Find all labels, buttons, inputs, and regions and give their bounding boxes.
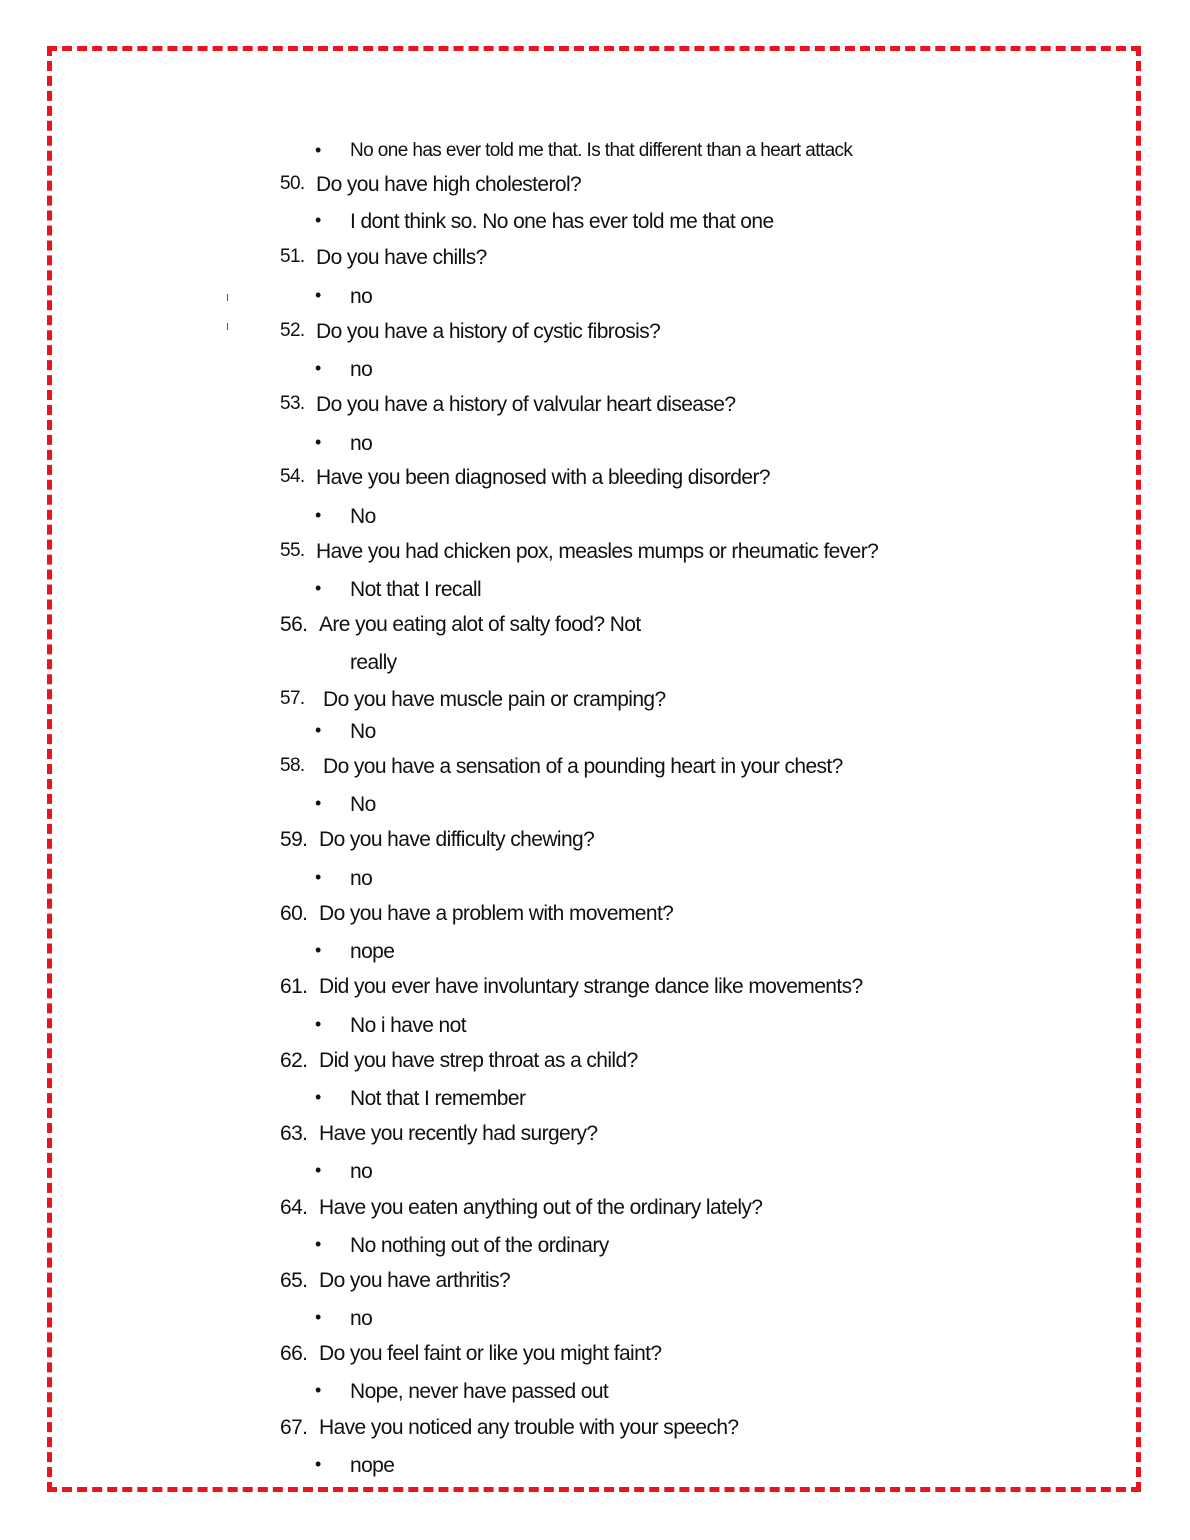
question-number: 62. bbox=[280, 1049, 308, 1072]
bullet-icon: • bbox=[315, 285, 321, 305]
answer-text: No bbox=[350, 720, 376, 743]
answer-text: Not that I remember bbox=[350, 1087, 526, 1110]
question-text: Did you ever have involuntary strange dance like movements? bbox=[319, 975, 863, 998]
question-text: Do you have a history of valvular heart disease? bbox=[316, 393, 736, 416]
question-number: 50. bbox=[280, 173, 305, 194]
question-text: Do you have muscle pain or cramping? bbox=[323, 688, 666, 711]
question-number: 54. bbox=[280, 466, 305, 487]
question-text: Do you have a history of cystic fibrosis? bbox=[316, 320, 661, 343]
bullet-icon: • bbox=[315, 1087, 321, 1107]
margin-mark bbox=[227, 323, 228, 330]
bullet-icon: • bbox=[315, 1234, 321, 1254]
bullet-icon: • bbox=[315, 210, 321, 230]
answer-text: No nothing out of the ordinary bbox=[350, 1234, 609, 1257]
question-text: Do you feel faint or like you might faint? bbox=[319, 1342, 662, 1365]
question-text: Did you have strep throat as a child? bbox=[319, 1049, 638, 1072]
answer-text: no bbox=[350, 867, 373, 890]
question-text: Do you have a sensation of a pounding heart in your chest? bbox=[323, 755, 843, 778]
bullet-icon: • bbox=[315, 578, 321, 598]
answer-text: Nope, never have passed out bbox=[350, 1380, 609, 1403]
question-number: 52. bbox=[280, 320, 305, 341]
question-number: 59. bbox=[280, 828, 308, 851]
bullet-icon: • bbox=[315, 720, 321, 740]
question-text: Do you have a problem with movement? bbox=[319, 902, 674, 925]
question-text: Do you have chills? bbox=[316, 246, 487, 269]
question-number: 66. bbox=[280, 1342, 308, 1365]
answer-text: no bbox=[350, 1160, 373, 1183]
bullet-icon: • bbox=[315, 793, 321, 813]
answer-text: No i have not bbox=[350, 1014, 466, 1037]
question-number: 56. bbox=[280, 613, 308, 636]
question-number: 64. bbox=[280, 1196, 308, 1219]
question-number: 51. bbox=[280, 246, 305, 267]
question-number: 53. bbox=[280, 393, 305, 414]
question-text: Do you have high cholesterol? bbox=[316, 173, 582, 196]
answer-text: no bbox=[350, 358, 373, 381]
question-number: 55. bbox=[280, 540, 305, 561]
question-number: 57. bbox=[280, 688, 305, 709]
question-number: 65. bbox=[280, 1269, 308, 1292]
question-text: Do you have arthritis? bbox=[319, 1269, 511, 1292]
bullet-icon: • bbox=[315, 1380, 321, 1400]
question-text: Are you eating alot of salty food? Not bbox=[319, 613, 641, 636]
bullet-icon: • bbox=[315, 940, 321, 960]
question-number: 63. bbox=[280, 1122, 308, 1145]
question-text: Have you recently had surgery? bbox=[319, 1122, 598, 1145]
answer-text: I dont think so. No one has ever told me that one bbox=[350, 210, 774, 233]
question-number: 61. bbox=[280, 975, 308, 998]
question-text: Have you eaten anything out of the ordinary lately? bbox=[319, 1196, 763, 1219]
question-number: 60. bbox=[280, 902, 308, 925]
bullet-icon: • bbox=[315, 432, 321, 452]
bullet-icon: • bbox=[315, 1454, 321, 1474]
bullet-icon: • bbox=[315, 1014, 321, 1034]
answer-text: really bbox=[350, 651, 397, 674]
answer-text: no bbox=[350, 432, 373, 455]
answer-text: No bbox=[350, 505, 376, 528]
bullet-icon: • bbox=[315, 1307, 321, 1327]
bullet-icon: • bbox=[315, 1160, 321, 1180]
bullet-icon: • bbox=[315, 140, 321, 160]
margin-mark bbox=[227, 294, 228, 301]
answer-text: no bbox=[350, 285, 373, 308]
question-text: Do you have difficulty chewing? bbox=[319, 828, 595, 851]
answer-text: nope bbox=[350, 940, 395, 963]
bullet-icon: • bbox=[315, 505, 321, 525]
answer-text: Not that I recall bbox=[350, 578, 482, 601]
bullet-icon: • bbox=[315, 867, 321, 887]
question-text: Have you had chicken pox, measles mumps or rheumatic fever? bbox=[316, 540, 879, 563]
answer-text: nope bbox=[350, 1454, 395, 1477]
bullet-icon: • bbox=[315, 358, 321, 378]
question-number: 58. bbox=[280, 755, 305, 776]
question-number: 67. bbox=[280, 1416, 308, 1439]
answer-text: no bbox=[350, 1307, 373, 1330]
question-text: Have you been diagnosed with a bleeding disorder? bbox=[316, 466, 770, 489]
answer-text: No bbox=[350, 793, 376, 816]
answer-text: No one has ever told me that. Is that different than a heart attack bbox=[350, 140, 853, 161]
question-text: Have you noticed any trouble with your speech? bbox=[319, 1416, 739, 1439]
